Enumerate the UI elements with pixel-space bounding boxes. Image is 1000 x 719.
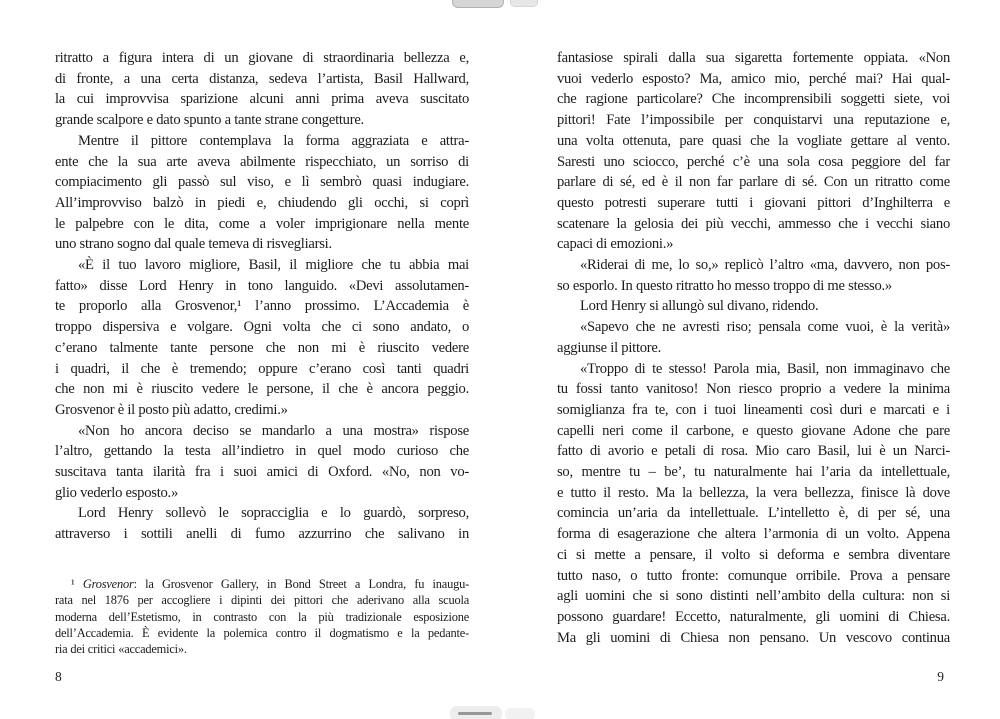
text-line: vuoi vederlo esposto? Ma, amico mio, perché mai? Hai qual- bbox=[557, 70, 950, 87]
text-segment: ¹ bbox=[71, 577, 83, 591]
text-segment: : la Grosvenor Gallery, in Bond Street a Londra, fu inaugu- bbox=[133, 577, 470, 591]
text-line bbox=[55, 576, 469, 592]
text-line: Grosvenor è il posto più adatto, credimi.» bbox=[55, 401, 288, 418]
text-line: Saresti uno sciocco, perché c’è una sola cosa peggiore del far bbox=[557, 153, 950, 170]
text-line: tutto naso, o tutto fronte: comunque orribile. Prova a pensare bbox=[557, 567, 950, 584]
text-line: capelli neri come il carbone, e questo giovane Adone che pare bbox=[557, 422, 950, 439]
text-line: so, mentre tu – be’, tu naturalmente hai l’aria da intellettuale, bbox=[557, 464, 950, 481]
text-line: Lord Henry si allungò sul divano, ridendo. bbox=[580, 298, 819, 315]
text-line: rata nel 1876 per accogliere i dipinti dei pittori che aderivano alla scuola bbox=[55, 593, 469, 608]
text-line: attraverso i sottili anelli di fumo azzurrino che salivano in bbox=[55, 526, 469, 543]
text-line: uno strano sogno dal quale temeva di risvegliarsi. bbox=[55, 236, 332, 253]
text-line: scatenare la gelosia dei più vecchi, ammesso che i vecchi siano bbox=[557, 215, 950, 232]
text-line: di fronte, a una certa distanza, sedeva l’artista, Basil Hallward, bbox=[55, 70, 469, 87]
text-line: fatto di avorio e petali di rosa. Mio caro Basil, lui è un Narci- bbox=[557, 443, 950, 460]
page-left-footnote bbox=[55, 576, 469, 657]
text-line: la cui improvvisa sparizione alcuni anni prima aveva suscitato bbox=[55, 91, 469, 108]
text-line: le palpebre con le dita, come a voler imprigionare nella mente bbox=[55, 215, 469, 232]
text-line: «Troppo di te stesso! Parola mia, Basil, non immaginavo che bbox=[580, 360, 950, 377]
page-number-left: 8 bbox=[55, 669, 62, 684]
text-line: suscitava tanta ilarità fra i suoi amici di Oxford. «No, non vo- bbox=[55, 464, 469, 481]
text-line: possono guardare! Eccetto, naturalmente, gli uomini di Chiesa. bbox=[557, 608, 950, 625]
text-line: questo potresti superare tutti i giovani pittori d’Inghilterra e bbox=[557, 194, 950, 211]
text-line: che ragione particolare? Che incomprensibili soggetti siete, voi bbox=[557, 91, 950, 108]
text-line: comincia un’aria da intellettuale. L’intelletto è, di per sé, una bbox=[557, 505, 950, 522]
text-line: te proporlo alla Grosvenor,¹ l’anno prossimo. L’Accademia è bbox=[55, 298, 469, 315]
text-line: forma di esagerazione che altera l’armonia di un volto. Appena bbox=[557, 526, 950, 543]
text-line: ente che la sua arte aveva abilmente rispecchiato, un sorriso di bbox=[55, 153, 469, 170]
text-line: pittori! Fate l’impossibile per conquistarvi una reputazione e, bbox=[557, 112, 950, 129]
text-line: «Sapevo che ne avresti riso; pensala come vuoi, è la verità» bbox=[580, 319, 950, 336]
text-line: so esporlo. In questo ritratto ho messo troppo di me stesso.» bbox=[557, 277, 892, 294]
text-line: ci si mette a pensare, il volto si deforma e sembra diventare bbox=[557, 546, 950, 563]
bottom-toolbar-handle-icon[interactable] bbox=[450, 706, 502, 719]
text-line: «È il tuo lavoro migliore, Basil, il migliore che tu abbia mai bbox=[78, 257, 469, 274]
text-line: c’erano talmente tante persone che non mi è riuscito vedere bbox=[55, 339, 469, 356]
page-number-right: 9 bbox=[937, 669, 944, 684]
italic-text-segment: Grosvenor bbox=[82, 577, 134, 591]
text-line: compiacimento gli passò sul viso, e lì sembrò quasi indugiare. bbox=[55, 174, 469, 191]
text-line: capaci di emozioni.» bbox=[557, 236, 674, 253]
text-line: All’improvviso balzò in piedi e, chiudendo gli occhi, si coprì bbox=[55, 194, 469, 211]
top-toolbar-handle-secondary-icon[interactable] bbox=[510, 0, 538, 7]
text-line: Lord Henry sollevò le sopracciglia e lo guardò, sorpreso, bbox=[78, 505, 469, 522]
text-line: dell’Accademia. È evidente la polemica contro il dogmatismo e la pedante- bbox=[55, 625, 469, 640]
text-line: glio vederlo esposto.» bbox=[55, 484, 178, 501]
text-line: tu fossi tanto vanitoso! Non riesco proprio a vedere la minima bbox=[557, 381, 950, 398]
text-line: Mentre il pittore contemplava la forma aggraziata e attra- bbox=[78, 132, 469, 149]
text-line: e tutto il resto. Ma la bellezza, la vera bellezza, finisce là dove bbox=[557, 484, 950, 501]
drag-bar-icon bbox=[458, 712, 492, 715]
text-line: agli uomini che si sono distinti nell’ambito della cultura: non si bbox=[557, 588, 950, 605]
text-line: una volta ottenuta, pare quasi che la vogliate gettare al vento. bbox=[557, 132, 950, 149]
text-line: troppo dispersiva e volgare. Ogni volta che ci sono andato, o bbox=[55, 319, 469, 336]
text-line: l’altro, gettando la testa all’indietro in quel modo curioso che bbox=[55, 443, 469, 460]
text-line: Ma gli uomini di Chiesa non pensano. Un vescovo continua bbox=[557, 629, 950, 646]
top-toolbar-handle-icon[interactable] bbox=[452, 0, 504, 8]
text-line: parlare di sé, ed è il non far parlare di sé. Con un ritratto come bbox=[557, 174, 950, 191]
bottom-toolbar-handle-secondary-icon[interactable] bbox=[505, 708, 535, 719]
page-left-text bbox=[55, 48, 469, 545]
text-line: ritratto a figura intera di un giovane di straordinaria bellezza e, bbox=[55, 50, 469, 66]
page-right-text bbox=[557, 48, 950, 648]
text-line: che non mi è riuscito vedere le persone, il che è ancora peggio. bbox=[55, 381, 469, 398]
text-line: ria dei critici «accademici». bbox=[55, 642, 187, 657]
text-line: fatto» disse Lord Henry in tono languido. «Devi assolutamen- bbox=[55, 277, 469, 294]
text-line: fantasiose spirali dalla sua sigaretta fortemente oppiata. «Non bbox=[557, 50, 950, 66]
text-line: somiglianza fra te, con i tuoi lineamenti così duri e marcati e i bbox=[557, 401, 950, 418]
text-line: «Non ho ancora deciso se mandarlo a una mostra» rispose bbox=[78, 422, 469, 439]
text-line: moderna dell’Estetismo, in contrasto con la più tradizionale esposizione bbox=[55, 609, 469, 624]
text-line: «Riderai di me, lo so,» replicò l’altro «ma, davvero, non pos- bbox=[580, 257, 950, 274]
text-line: grande scalpore e dato spunto a tante strane congetture. bbox=[55, 112, 364, 129]
text-line: aggiunse il pittore. bbox=[557, 339, 662, 356]
text-line: i quadri, il che è tremendo; oppure c’erano così tanti quadri bbox=[55, 360, 469, 377]
